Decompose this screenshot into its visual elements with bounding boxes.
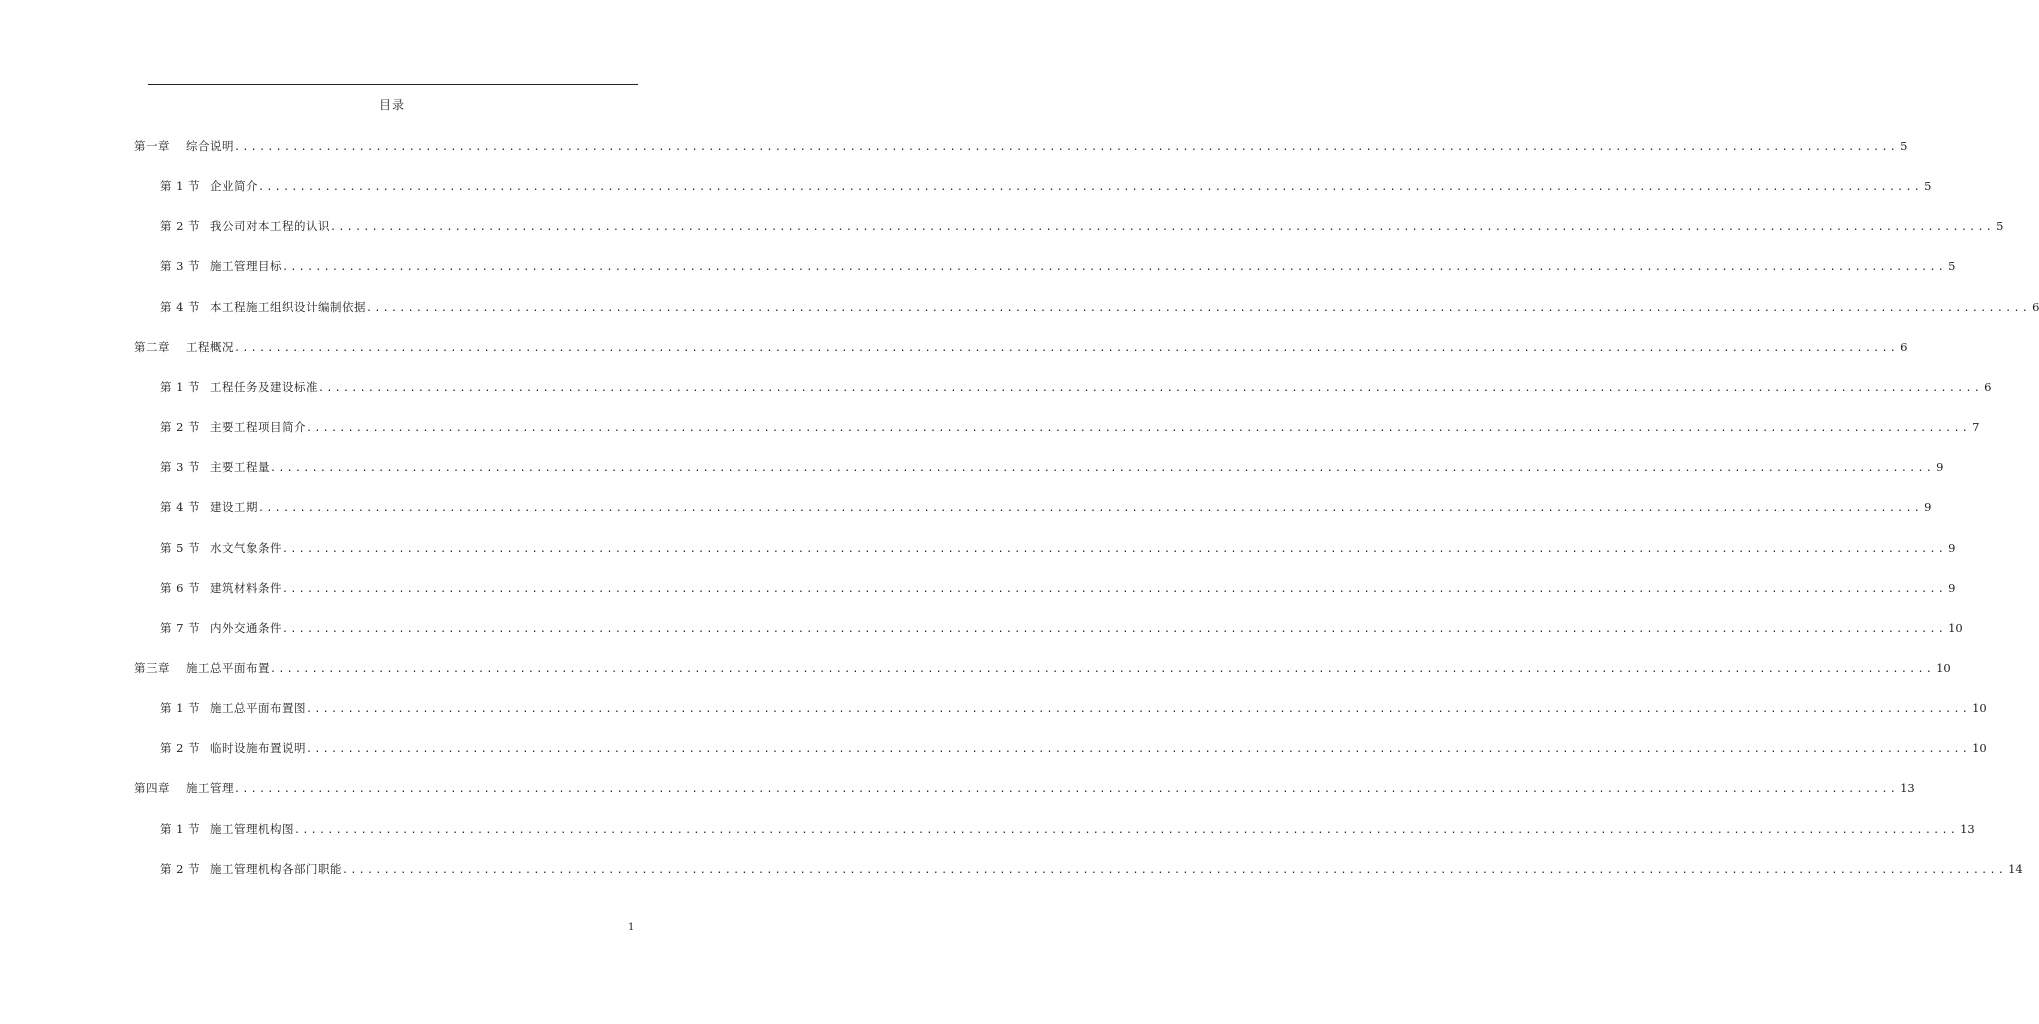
toc-entry-number: 第 2 节 — [160, 420, 201, 435]
toc-entry-page: 7 — [1972, 420, 1980, 435]
header-rule — [148, 84, 638, 85]
toc-entry-number: 第 2 节 — [160, 741, 201, 756]
toc-entry-page: 6 — [1900, 339, 1908, 354]
toc-entry-number: 第 1 节 — [160, 701, 201, 716]
toc-entry-page: 13 — [1900, 781, 1915, 796]
toc-entry-title: 施工管理机构图 — [210, 821, 294, 836]
toc-dot-leader: ........................................................................................................................................................................................................ — [306, 704, 1971, 716]
toc-entry-page: 10 — [1948, 620, 1963, 635]
toc-chapter-entry[interactable] — [134, 780, 1915, 796]
toc-entry-title: 建设工期 — [210, 500, 258, 515]
toc-dot-leader: ........................................................................................................................................................................................................ — [306, 423, 1971, 435]
toc-entry-number: 第 2 节 — [160, 861, 201, 876]
toc-entry-number: 第 1 节 — [160, 379, 201, 394]
toc-entry-number: 第 1 节 — [160, 821, 201, 836]
toc-dot-leader: ........................................................................................................................................................................................................ — [270, 663, 1935, 675]
toc-entry-title: 本工程施工组织设计编制依据 — [210, 299, 366, 314]
toc-entry-page: 6 — [1984, 379, 1992, 394]
toc-entry-number: 第 2 节 — [160, 219, 201, 234]
toc-entry-title: 临时设施布置说明 — [210, 741, 306, 756]
toc-section-entry[interactable] — [160, 459, 1944, 475]
toc-entry-title: 企业简介 — [210, 179, 258, 194]
toc-section-entry[interactable] — [160, 379, 1992, 395]
toc-dot-leader: ........................................................................................................................................................................................................ — [234, 784, 1899, 796]
toc-dot-leader: ........................................................................................................................................................................................................ — [282, 583, 1947, 595]
toc-section-entry[interactable] — [160, 499, 1932, 515]
toc-section-entry[interactable] — [160, 580, 1956, 596]
toc-entry-page: 13 — [1960, 821, 1975, 836]
toc-dot-leader: ........................................................................................................................................................................................................ — [306, 744, 1971, 756]
toc-entry-title: 工程任务及建设标准 — [210, 379, 318, 394]
toc-dot-leader: ........................................................................................................................................................................................................ — [366, 302, 2031, 314]
toc-section-entry[interactable] — [160, 861, 2023, 877]
toc-chapter-entry[interactable] — [134, 339, 1908, 355]
toc-section-entry[interactable] — [160, 540, 1956, 556]
toc-dot-leader: ........................................................................................................................................................................................................ — [234, 142, 1899, 153]
toc-entry-page: 10 — [1972, 701, 1987, 716]
toc-dot-leader: ........................................................................................................................................................................................................ — [234, 342, 1899, 354]
toc-entry-number: 第二章 — [134, 339, 170, 354]
toc-dot-leader: ........................................................................................................................................................................................................ — [294, 824, 1959, 836]
toc-section-entry[interactable] — [160, 740, 1987, 756]
toc-entry-title: 内外交通条件 — [210, 620, 282, 635]
toc-entry-title: 建筑材料条件 — [210, 580, 282, 595]
toc-section-entry[interactable] — [160, 700, 1987, 716]
toc-title: 目录 — [378, 98, 405, 112]
toc-section-entry[interactable] — [160, 620, 1963, 636]
toc-entry-number: 第 4 节 — [160, 500, 201, 515]
toc-entry-page: 5 — [1924, 179, 1932, 194]
toc-entry-number: 第 7 节 — [160, 620, 201, 635]
toc-dot-leader: ........................................................................................................................................................................................................ — [258, 182, 1923, 194]
toc-dot-leader: ........................................................................................................................................................................................................ — [318, 382, 1983, 394]
toc-entry-page: 9 — [1948, 540, 1956, 555]
toc-dot-leader: ........................................................................................................................................................................................................ — [282, 623, 1947, 635]
toc-section-entry[interactable] — [160, 178, 1932, 194]
toc-section-entry[interactable] — [160, 299, 2039, 315]
toc-chapter-entry[interactable] — [134, 660, 1951, 676]
toc-entry-title: 施工总平面布置 — [186, 660, 270, 675]
toc-entry-title: 水文气象条件 — [210, 540, 282, 555]
toc-entry-number: 第 4 节 — [160, 299, 201, 314]
toc-dot-leader: ........................................................................................................................................................................................................ — [330, 222, 1995, 234]
toc-entry-page: 5 — [1900, 139, 1908, 153]
toc-dot-leader: ........................................................................................................................................................................................................ — [270, 463, 1935, 475]
toc-entry-number: 第四章 — [134, 781, 170, 796]
page-number: 1 — [628, 922, 635, 933]
toc-entry-title: 施工管理目标 — [210, 259, 282, 274]
toc-entry-title: 工程概况 — [186, 339, 234, 354]
toc-entry-number: 第一章 — [134, 139, 170, 153]
toc-entry-title: 主要工程量 — [210, 460, 270, 475]
toc-entry-number: 第 1 节 — [160, 179, 201, 194]
toc-section-entry[interactable] — [160, 419, 1980, 435]
toc-dot-leader: ........................................................................................................................................................................................................ — [282, 543, 1947, 555]
toc-entry-page: 14 — [2008, 861, 2023, 876]
toc-entry-page: 9 — [1924, 500, 1932, 515]
toc-chapter-entry[interactable] — [134, 138, 1908, 154]
toc-entry-number: 第三章 — [134, 660, 170, 675]
toc-entry-page: 10 — [1972, 741, 1987, 756]
toc-entry-number: 第 3 节 — [160, 460, 201, 475]
toc-entry-title: 施工总平面布置图 — [210, 701, 306, 716]
toc-section-entry[interactable] — [160, 258, 1956, 274]
toc-entry-page: 5 — [1948, 259, 1956, 274]
toc-entry-title: 我公司对本工程的认识 — [210, 219, 330, 234]
toc-entry-number: 第 6 节 — [160, 580, 201, 595]
toc-entry-title: 施工管理机构各部门职能 — [210, 861, 342, 876]
toc-entry-title: 施工管理 — [186, 781, 234, 796]
toc-dot-leader: ........................................................................................................................................................................................................ — [258, 503, 1923, 515]
toc-dot-leader: ........................................................................................................................................................................................................ — [342, 864, 2007, 876]
toc-entry-page: 6 — [2032, 299, 2039, 314]
toc-section-entry[interactable] — [160, 218, 2004, 234]
toc-entry-page: 9 — [1936, 460, 1944, 475]
toc-entry-page: 10 — [1936, 660, 1951, 675]
toc-dot-leader: ........................................................................................................................................................................................................ — [282, 262, 1947, 274]
toc-entry-title: 综合说明 — [186, 139, 234, 153]
toc-entry-number: 第 5 节 — [160, 540, 201, 555]
toc-entry-title: 主要工程项目简介 — [210, 420, 306, 435]
toc-entry-number: 第 3 节 — [160, 259, 201, 274]
toc-entry-page: 5 — [1996, 219, 2004, 234]
toc-entry-page: 9 — [1948, 580, 1956, 595]
toc-section-entry[interactable] — [160, 821, 1975, 837]
